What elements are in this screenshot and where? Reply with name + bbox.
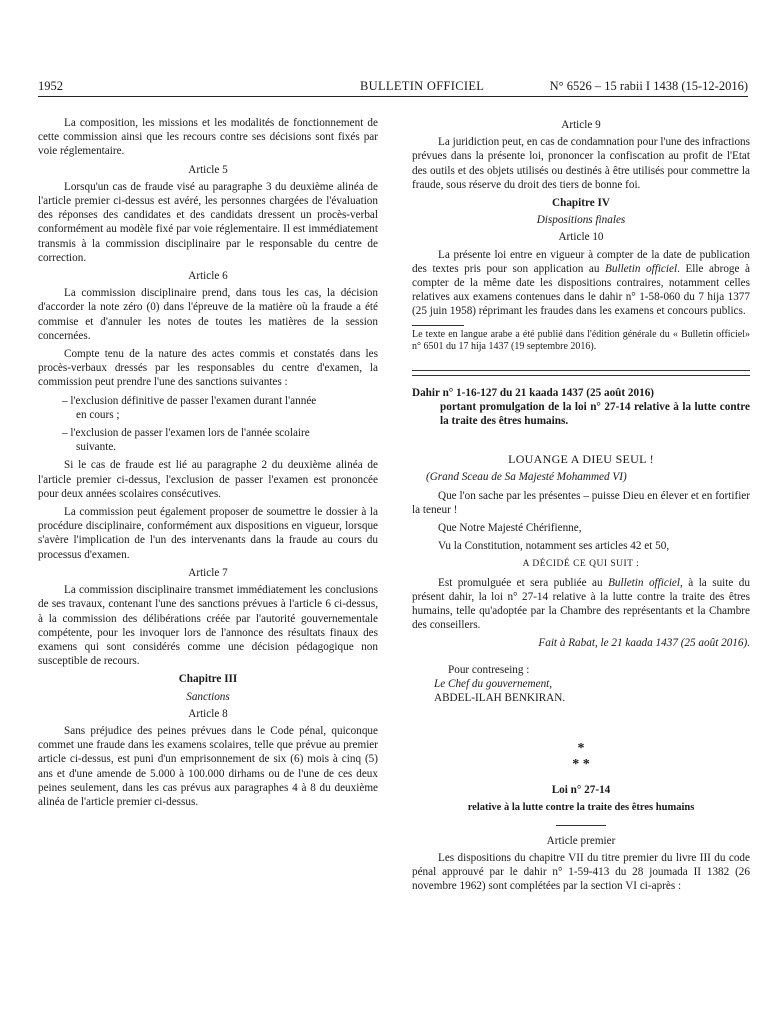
left-column bbox=[38, 116, 378, 813]
chapter-4-heading: Chapitre IV bbox=[552, 197, 610, 210]
paragraph: La composition, les missions et les modalités de fonctionnement de cette commission ainsi que les recours contre ses décisions sont fixés par voie réglementaire. bbox=[38, 117, 378, 158]
article-6-heading: Article 6 bbox=[188, 270, 228, 283]
signatory-name: ABDEL-ILAH BENKIRAN. bbox=[434, 692, 566, 705]
law-subtitle: relative à la lutte contre la traite des êtres humains bbox=[467, 801, 695, 813]
decision-heading: A DÉCIDÉ CE QUI SUIT : bbox=[522, 559, 640, 570]
paragraph: La commission peut également proposer de soumettre le dossier à la procédure disciplinaire, conformément aux dispositions en vigueur, lorsque s'avère l'implication de l'un des intervenants dans la fraude au cours du processus d'examen. bbox=[38, 506, 378, 561]
title-rule bbox=[556, 825, 606, 826]
law-title: Loi n° 27-14 bbox=[551, 784, 611, 797]
countersign-label: Pour contreseing : bbox=[448, 663, 530, 676]
spacer bbox=[412, 655, 750, 663]
page-header bbox=[38, 76, 748, 97]
paragraph: La commission disciplinaire prend, dans tous les cas, la décision d'accorder la note zéro (0) dans l'épreuve de la matière où la fraude a été commise et d'annuler les notes de toutes les matières de la session concernées. bbox=[38, 287, 378, 342]
paragraph: Que l'on sache par les présentes – puisse Dieu en élever et en fortifier la teneur ! bbox=[412, 489, 750, 516]
section-divider bbox=[412, 370, 750, 371]
article-premier-heading: Article premier bbox=[546, 834, 616, 847]
paragraph: Lorsqu'un cas de fraude visé au paragraphe 3 du deuxième alinéa de l'article premier ci-dessus est avéré, les personnes chargées de l'évaluation des réponses des candidates et des candidats dressent un procès-verbal conformément au modèle fixé par voie réglementaire. Il est immédiatement transmis à la commission disciplinaire par le responsable du centre de correction. bbox=[38, 180, 378, 264]
paragraph: Si le cas de fraude est lié au paragraphe 2 du deuxième alinéa de l'article premier ci-dessus, l'exclusion de passer l'examen est prononcée pour deux années scolaires consécutives. bbox=[38, 459, 378, 500]
paragraph: La commission disciplinaire transmet immédiatement les conclusions de ses travaux, contenant l'une des sanctions prévues à l'article 6 ci-dessus, à la commission des délibérations créée par l'autorité gouvernementale compétente, pour les invoquer lors de l'annonce des résultats finaux des examens qui sont considérés comme une décision pédagogique non susceptible de recours. bbox=[38, 584, 378, 668]
bulletin-title: BULLETIN OFFICIEL bbox=[360, 79, 485, 93]
footnote: Le texte en langue arabe a été publié dans l'édition générale du « Bulletin officiel» n° 6501 du 17 hija 1437 (19 septembre 2016). bbox=[412, 328, 750, 353]
paragraph: Sans préjudice des peines prévues dans le Code pénal, quiconque commet une fraude dans les examens scolaires, telle que prévue au premier article ci-dessus, est puni d'un emprisonnement de six (6) mois à cinq (5) ans et d'une amende de 5.000 à 100.000 dirhams ou de l'une de ces deux peines seulement, dans les cas prévus aux paragraphes 4 à 8 du deuxième alinéa de l'article premier ci-dessus. bbox=[38, 724, 378, 808]
article-9-heading: Article 9 bbox=[561, 119, 601, 131]
paragraph: Est promulguée et sera publiée au Bulletin officiel, à la suite du présent dahir, la loi n° 27-14 relative à la lutte contre la traite des êtres humains, telle qu'adoptée par la Chambre des représentants et la Chambre des conseillers. bbox=[412, 576, 750, 632]
section-divider bbox=[412, 375, 750, 376]
louange-heading: LOUANGE A DIEU SEUL ! bbox=[508, 452, 654, 467]
seal-line: (Grand Sceau de Sa Majesté Mohammed VI) bbox=[426, 471, 627, 484]
article-8-heading: Article 8 bbox=[188, 707, 228, 720]
chapter-4-subtitle: Dispositions finales bbox=[536, 214, 626, 227]
date-signature: Fait à Rabat, le 21 kaada 1437 (25 août 2016). bbox=[538, 637, 750, 650]
paragraph: Les dispositions du chapitre VII du titre premier du livre III du code pénal approuvé par le dahir n° 1-59-413 du 28 joumada II 1382 (26 novembre 1962) sont complétées par la section VI ci-après : bbox=[412, 851, 750, 893]
chapter-3-subtitle: Sanctions bbox=[186, 690, 230, 703]
page-number: 1952 bbox=[38, 79, 63, 93]
section-stars: * * * bbox=[572, 741, 590, 773]
paragraph: La juridiction peut, en cas de condamnation pour l'une des infractions prévues dans la présente loi, prononcer la confiscation au profit de l'Etat des outils et des objets utilisés ou destinés à être utilisés pour commettre la fraude, sous réserve du droit des tiers de bonne foi. bbox=[412, 136, 750, 191]
list-item: – l'exclusion de passer l'examen lors de l'année scolaire suivante. bbox=[62, 427, 310, 454]
paragraph: Compte tenu de la nature des actes commis et constatés dans les procès-verbaux dressés par les responsables du centre d'examen, la commission peut prendre l'une des sanctions suivantes : bbox=[38, 348, 378, 389]
paragraph: Vu la Constitution, notamment ses articles 42 et 50, bbox=[438, 540, 670, 553]
dahir-title: Dahir n° 1-16-127 du 21 kaada 1437 (25 août 2016) portant promulgation de la loi n° 27-14 relative à la lutte contre la traite des êtres humains. bbox=[412, 386, 750, 428]
list-item: – l'exclusion définitive de passer l'examen durant l'année en cours ; bbox=[62, 394, 317, 421]
chef-label: Le Chef du gouvernement, bbox=[434, 677, 553, 690]
article-7-heading: Article 7 bbox=[188, 566, 228, 579]
article-5-heading: Article 5 bbox=[188, 163, 228, 176]
paragraph: Que Notre Majesté Chérifienne, bbox=[438, 522, 582, 535]
right-column bbox=[412, 116, 750, 898]
paragraph: La présente loi entre en vigueur à compter de la date de publication des textes pris pour son application au Bulletin officiel. Elle abroge à compter de la même date les dispositions contraires, notamment celles relatives aux examens contenues dans le dahir n° 1-58-060 du 7 hija 1377 (25 juin 1958) réprimant les fraudes dans les examens et concours publics. bbox=[412, 248, 750, 318]
chapter-3-heading: Chapitre III bbox=[178, 673, 238, 686]
note-rule bbox=[412, 325, 464, 326]
article-10-heading: Article 10 bbox=[558, 231, 604, 244]
issue-number: N° 6526 – 15 rabii I 1438 (15-12-2016) bbox=[549, 79, 748, 93]
